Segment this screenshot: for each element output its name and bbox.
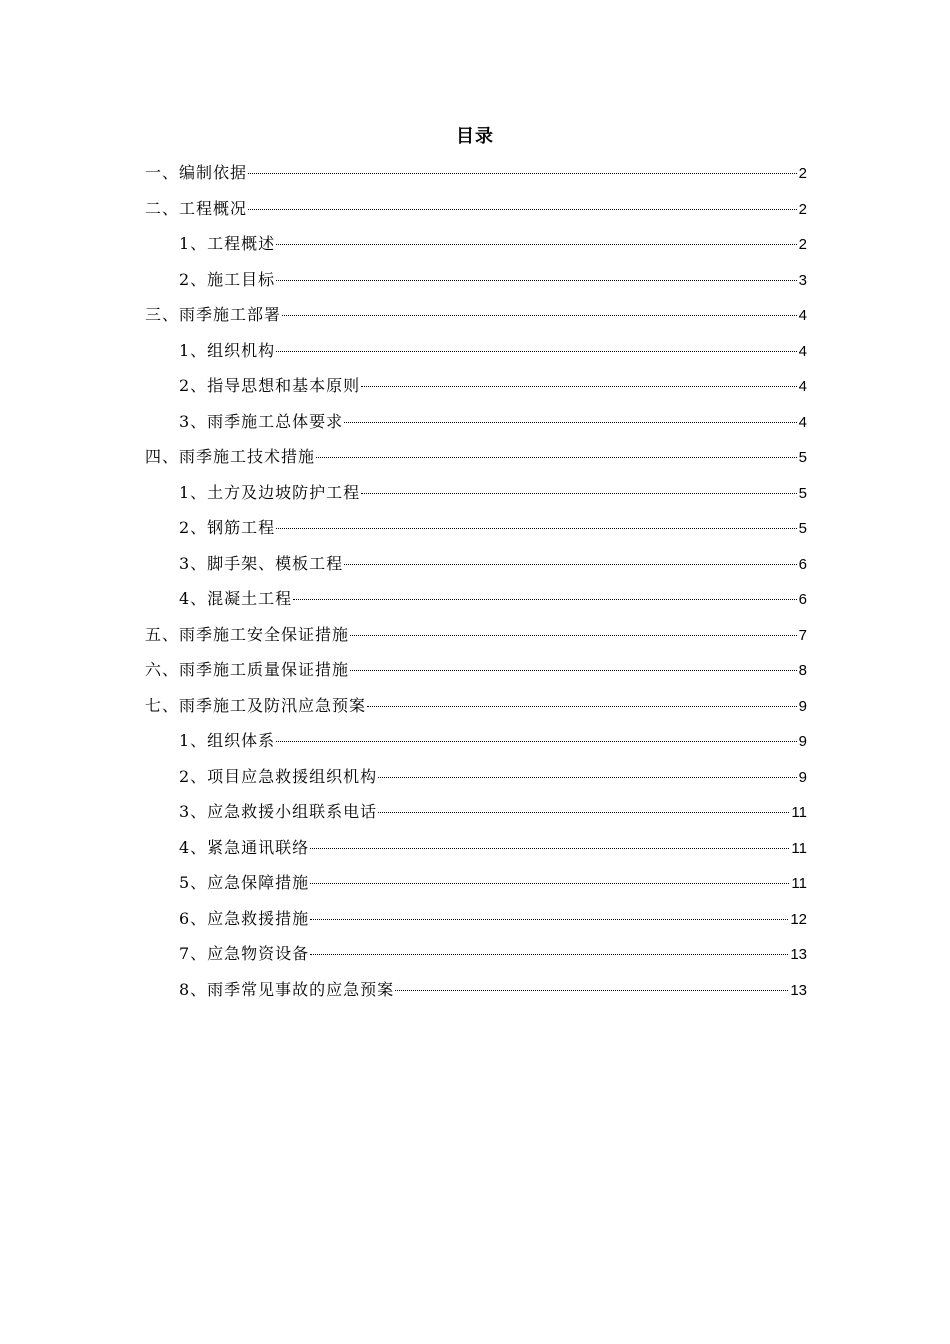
toc-entry-page-number: 9 <box>798 768 807 786</box>
toc-entry-text: 5、应急保障措施 <box>179 873 310 892</box>
toc-entry-text: 四、雨季施工技术措施 <box>145 447 316 466</box>
toc-entry[interactable] <box>145 404 807 440</box>
toc-entry-text: 1、组织体系 <box>179 731 276 750</box>
toc-entry[interactable] <box>145 652 807 688</box>
toc-entry[interactable] <box>145 865 807 901</box>
toc-dot-leader <box>293 599 796 600</box>
toc-entry-text: 3、脚手架、模板工程 <box>179 553 344 573</box>
toc-entry[interactable] <box>145 830 807 866</box>
toc-entry-page-number: 13 <box>790 981 807 999</box>
toc-entry[interactable] <box>145 723 807 759</box>
toc-dot-leader <box>310 883 789 884</box>
toc-dot-leader <box>350 670 797 671</box>
toc-entry-text: 7、应急物资设备 <box>179 944 310 963</box>
toc-entry-text: 4、紧急通讯联络 <box>179 837 310 857</box>
toc-dot-leader <box>361 493 796 494</box>
toc-entry-page-number: 2 <box>798 165 807 182</box>
toc-dot-leader <box>378 777 796 778</box>
toc-dot-leader <box>344 422 796 423</box>
toc-dot-leader <box>395 990 788 991</box>
toc-entry-page-number: 5 <box>798 520 807 537</box>
toc-entry[interactable] <box>145 226 807 262</box>
toc-dot-leader <box>310 919 788 920</box>
toc-entry-page-number: 9 <box>798 733 807 750</box>
toc-entry-text: 2、施工目标 <box>179 269 276 289</box>
toc-entry[interactable] <box>145 546 807 582</box>
toc-entry-page-number: 5 <box>798 449 807 466</box>
toc-entry[interactable] <box>145 617 807 653</box>
toc-entry[interactable] <box>145 581 807 617</box>
toc-entry-page-number: 11 <box>791 875 807 892</box>
toc-entry[interactable] <box>145 510 807 546</box>
toc-dot-leader <box>282 315 797 316</box>
toc-entry-text: 六、雨季施工质量保证措施 <box>145 660 350 679</box>
toc-entry-page-number: 11 <box>791 839 807 857</box>
toc-entry-text: 七、雨季施工及防汛应急预案 <box>145 695 367 715</box>
toc-entry-text: 三、雨季施工部署 <box>145 305 282 324</box>
toc-entry[interactable] <box>145 439 807 475</box>
toc-dot-leader <box>276 741 796 742</box>
toc-entry[interactable] <box>145 475 807 511</box>
toc-entry[interactable] <box>145 368 807 404</box>
toc-dot-leader <box>248 209 797 210</box>
toc-title: 目录 <box>456 126 494 147</box>
toc-entry-page-number: 5 <box>798 484 807 502</box>
toc-entry[interactable] <box>145 262 807 298</box>
toc-entry-text: 2、钢筋工程 <box>179 518 276 537</box>
toc-entry-text: 8、雨季常见事故的应急预案 <box>179 979 395 999</box>
toc-entry[interactable] <box>145 972 807 1008</box>
toc-dot-leader <box>361 386 796 387</box>
toc-dot-leader <box>316 457 797 458</box>
toc-entry-page-number: 12 <box>790 910 807 928</box>
toc-entry-text: 4、混凝土工程 <box>179 589 293 608</box>
toc-entry[interactable] <box>145 333 807 369</box>
toc-entry-text: 1、工程概述 <box>179 234 276 253</box>
toc-entry-page-number: 2 <box>798 200 807 218</box>
toc-dot-leader <box>367 706 797 707</box>
toc-entry-page-number: 13 <box>790 946 807 963</box>
toc-dot-leader <box>276 351 796 352</box>
toc-dot-leader <box>350 635 797 636</box>
toc-entry[interactable] <box>145 794 807 830</box>
toc-dot-leader <box>276 528 796 529</box>
toc-entry-text: 五、雨季施工安全保证措施 <box>145 624 350 644</box>
toc-entry-page-number: 4 <box>798 378 807 395</box>
toc-entry-page-number: 8 <box>798 662 807 679</box>
toc-entry-page-number: 3 <box>798 271 807 289</box>
toc-entry[interactable] <box>145 297 807 333</box>
toc-entry-page-number: 7 <box>798 626 807 644</box>
toc-entry-page-number: 4 <box>798 307 807 324</box>
toc-entry[interactable] <box>145 688 807 724</box>
toc-entry-page-number: 4 <box>798 413 807 431</box>
toc-entry-page-number: 6 <box>798 555 807 573</box>
toc-dot-leader <box>344 564 796 565</box>
toc-entry-text: 一、编制依据 <box>145 163 248 182</box>
toc-dot-leader <box>276 280 796 281</box>
toc-entry-text: 2、项目应急救援组织机构 <box>179 766 378 786</box>
toc-entry[interactable] <box>145 191 807 227</box>
toc-entry[interactable] <box>145 759 807 795</box>
toc-dot-leader <box>378 812 789 813</box>
toc-entry-text: 2、指导思想和基本原则 <box>179 376 361 395</box>
toc-entry-page-number: 11 <box>791 804 807 821</box>
toc-entry-text: 1、组织机构 <box>179 340 276 360</box>
toc-entry-text: 6、应急救援措施 <box>179 908 310 928</box>
toc-entry[interactable] <box>145 901 807 937</box>
toc-entry-text: 1、土方及边坡防护工程 <box>179 482 361 502</box>
toc-entry-text: 3、雨季施工总体要求 <box>179 411 344 431</box>
toc-entry-page-number: 2 <box>798 236 807 253</box>
toc-entry[interactable] <box>145 155 807 191</box>
toc-entry-page-number: 6 <box>798 591 807 608</box>
toc-entry-page-number: 4 <box>798 342 807 360</box>
toc-entry-text: 3、应急救援小组联系电话 <box>179 802 378 821</box>
toc-entry-page-number: 9 <box>798 697 807 715</box>
table-of-contents <box>145 155 807 1007</box>
toc-entry[interactable] <box>145 936 807 972</box>
toc-dot-leader <box>310 954 788 955</box>
toc-dot-leader <box>310 848 789 849</box>
toc-dot-leader <box>276 244 796 245</box>
toc-dot-leader <box>248 173 797 174</box>
toc-entry-text: 二、工程概况 <box>145 198 248 218</box>
